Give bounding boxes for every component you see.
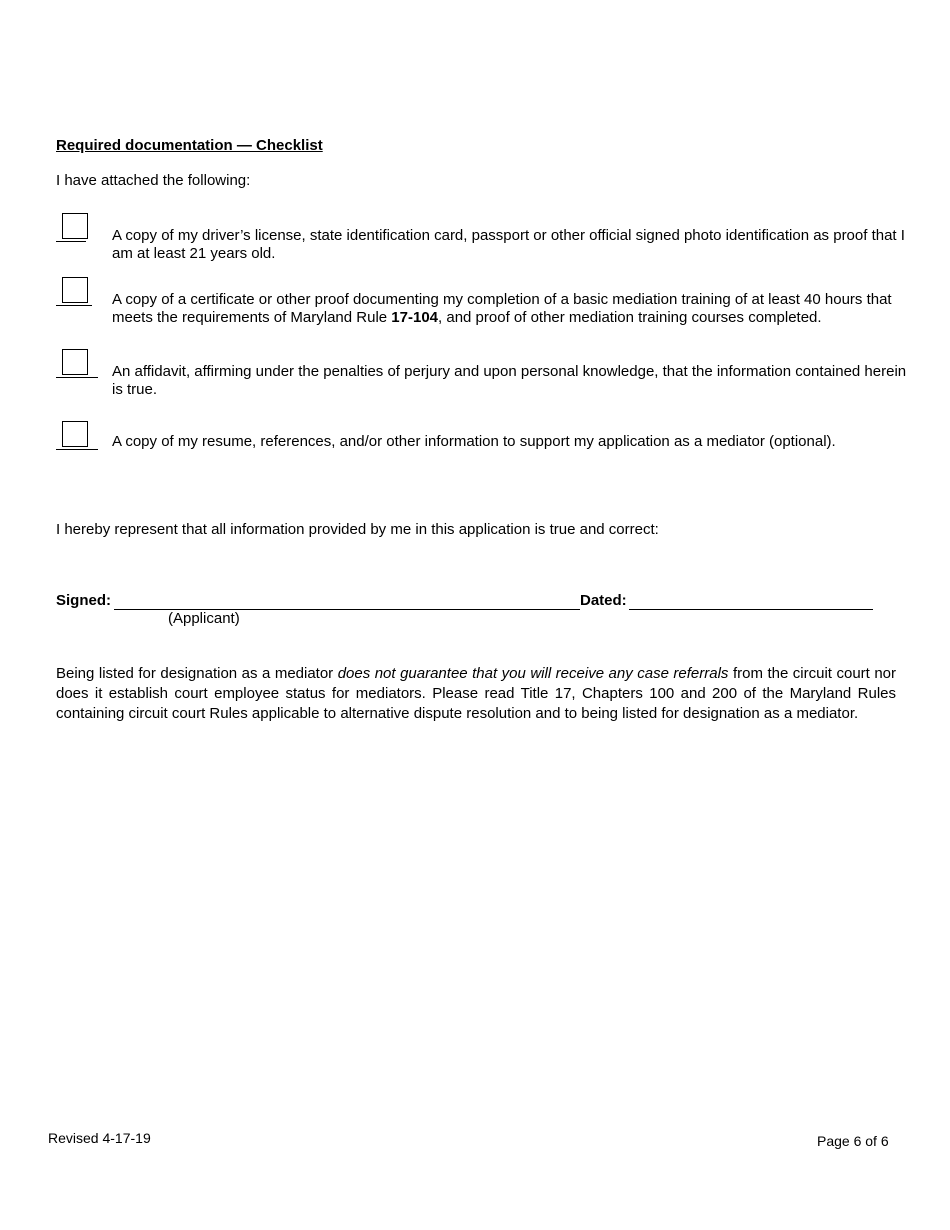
checkbox[interactable] [62,213,88,239]
checklist-intro: I have attached the following: [56,172,251,189]
checkbox[interactable] [62,421,88,447]
checklist-item [56,210,916,270]
applicant-caption: (Applicant) [168,610,240,627]
designation-notice: Being listed for designation as a mediator does not guarantee that you will receive any case referrals from the circuit court nor does it establish court employee status for mediators. Please read Title 17, Chapters 100 and 200 of the Maryland Rules containing circuit court Rules applicable to alternative dispute resolution and to being listed for designation as a mediator. [56,665,897,722]
checkbox-underline [56,305,92,306]
checkbox-underline [56,377,98,378]
checklist-item [56,418,916,458]
checkbox-underline [56,449,98,450]
checkbox[interactable] [62,277,88,303]
representation-statement: I hereby represent that all information provided by me in this application is true and correct: [56,521,659,538]
dated-label: Dated: [580,592,627,609]
checklist-item-text: A copy of a certificate or other proof documenting my completion of a basic mediation training of at least 40 hours that meets the requirements of Maryland Rule 17-104, and proof of other mediation training courses completed. [112,291,892,326]
checklist-item-text: A copy of my driver’s license, state identification card, passport or other official signed photo identification as proof that I am at least 21 years old. [112,227,905,262]
date-line[interactable] [629,609,873,610]
checklist-heading: Required documentation — Checklist [56,137,323,154]
checkbox[interactable] [62,349,88,375]
checklist-item [56,274,916,334]
checklist-item-text: An affidavit, affirming under the penalties of perjury and upon personal knowledge, that the information contained herein is true. [112,363,907,398]
page-number: Page 6 of 6 [817,1133,889,1149]
revision-date: Revised 4-17-19 [48,1130,151,1146]
signed-label: Signed: [56,592,111,609]
checklist-item [56,346,916,406]
checkbox-underline [56,241,86,242]
checklist-item-text: A copy of my resume, references, and/or other information to support my application as a mediator (optional). [112,433,836,450]
